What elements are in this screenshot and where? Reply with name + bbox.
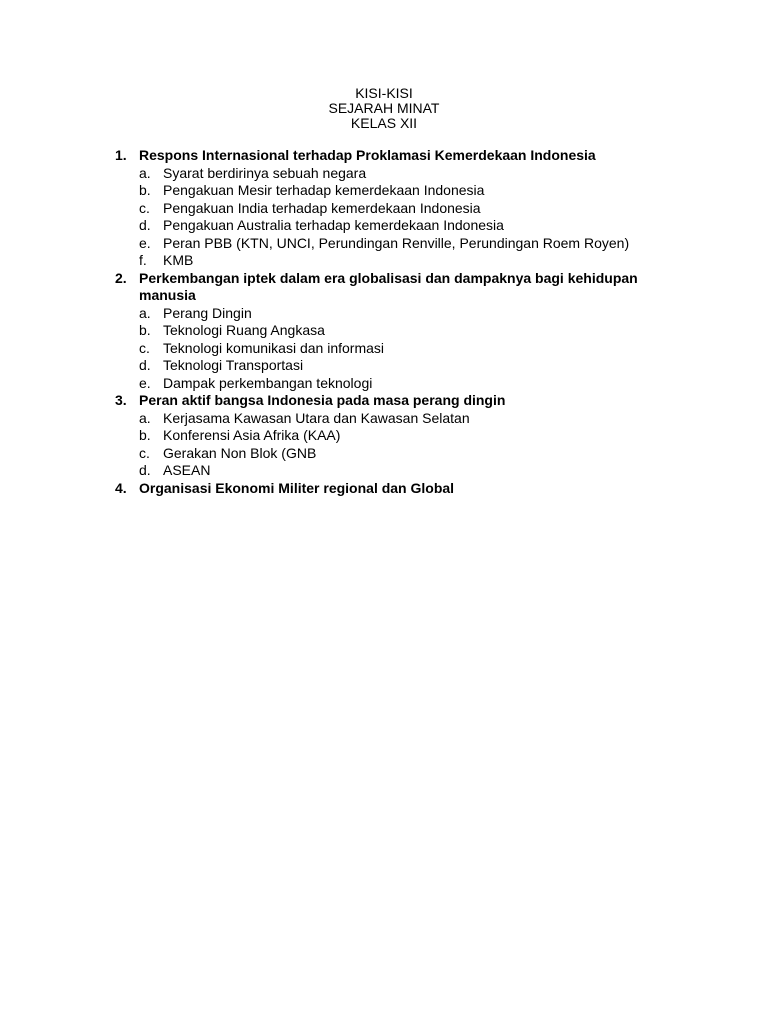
subtopic-text: Konferensi Asia Afrika (KAA)	[163, 427, 341, 443]
subtopic-list	[139, 410, 675, 480]
subtopic-letter: c.	[139, 199, 150, 216]
subtopic-text: Perang Dingin	[163, 304, 252, 321]
subtopic-item	[139, 340, 675, 358]
subtopic-text: Gerakan Non Blok (GNB	[163, 444, 317, 461]
subtopic-letter: a.	[139, 304, 151, 321]
subtopic-text: Peran PBB (KTN, UNCI, Perundingan Renville, Perundingan Roem Royen)	[163, 234, 630, 251]
subtopic-text: Teknologi komunikasi dan informasi	[163, 339, 384, 356]
subtopic-letter: e.	[139, 374, 151, 391]
topic-number: 4.	[115, 479, 127, 496]
topic-number: 3.	[115, 392, 127, 408]
header-subject: SEJARAH MINAT	[328, 100, 440, 116]
header-class: KELAS XII	[350, 115, 418, 131]
subtopic-item	[139, 165, 675, 183]
topic-title: Peran aktif bangsa Indonesia pada masa perang dingin	[139, 392, 506, 408]
subtopic-item	[139, 410, 675, 428]
subtopic-item	[139, 217, 675, 235]
subtopic-item	[139, 235, 675, 253]
topic-item	[115, 480, 675, 498]
subtopic-letter: b.	[139, 427, 151, 443]
subtopic-text: Kerjasama Kawasan Utara dan Kawasan Selatan	[163, 409, 470, 426]
subtopic-text: KMB	[163, 252, 194, 268]
subtopic-text: Teknologi Transportasi	[163, 357, 304, 373]
subtopic-letter: c.	[139, 444, 150, 461]
subtopic-text: Syarat berdirinya sebuah negara	[163, 164, 367, 181]
subtopic-list	[139, 165, 675, 270]
subtopic-letter: a.	[139, 409, 151, 426]
subtopic-item	[139, 182, 675, 200]
subtopic-text: Teknologi Ruang Angkasa	[163, 322, 325, 338]
subtopic-text: Dampak perkembangan teknologi	[163, 374, 373, 391]
subtopic-text: Pengakuan Australia terhadap kemerdekaan Indonesia	[163, 217, 504, 233]
subtopic-text: ASEAN	[163, 462, 211, 478]
subtopic-item	[139, 445, 675, 463]
topic-item	[115, 270, 675, 393]
subtopic-letter: a.	[139, 164, 151, 181]
subtopic-letter: f.	[139, 252, 147, 268]
subtopic-letter: b.	[139, 182, 151, 198]
subtopic-letter: b.	[139, 322, 151, 338]
subtopic-item	[139, 375, 675, 393]
topic-number: 2.	[115, 269, 127, 286]
topic-title: Respons Internasional terhadap Proklamasi Kemerdekaan Indonesia	[139, 147, 596, 163]
subtopic-letter: c.	[139, 339, 150, 356]
subtopic-letter: d.	[139, 217, 151, 233]
subtopic-letter: d.	[139, 357, 151, 373]
topic-item	[115, 147, 675, 270]
topic-outline	[115, 147, 675, 497]
subtopic-item	[139, 305, 675, 323]
subtopic-item	[139, 427, 675, 445]
subtopic-item	[139, 252, 675, 270]
subtopic-text: Pengakuan Mesir terhadap kemerdekaan Indonesia	[163, 182, 485, 198]
subtopic-item	[139, 200, 675, 218]
subtopic-item	[139, 462, 675, 480]
header-title: KISI-KISI	[355, 85, 413, 101]
subtopic-item	[139, 357, 675, 375]
topic-number: 1.	[115, 147, 127, 163]
subtopic-letter: d.	[139, 462, 151, 478]
topic-title: Organisasi Ekonomi Militer regional dan Global	[139, 479, 455, 496]
subtopic-list	[139, 305, 675, 393]
topic-item	[115, 392, 675, 480]
subtopic-item	[139, 322, 675, 340]
subtopic-letter: e.	[139, 234, 151, 251]
topic-title: Perkembangan iptek dalam era globalisasi dan dampaknya bagi kehidupan manusia	[139, 269, 638, 303]
document-header	[0, 86, 768, 131]
subtopic-text: Pengakuan India terhadap kemerdekaan Indonesia	[163, 199, 481, 216]
